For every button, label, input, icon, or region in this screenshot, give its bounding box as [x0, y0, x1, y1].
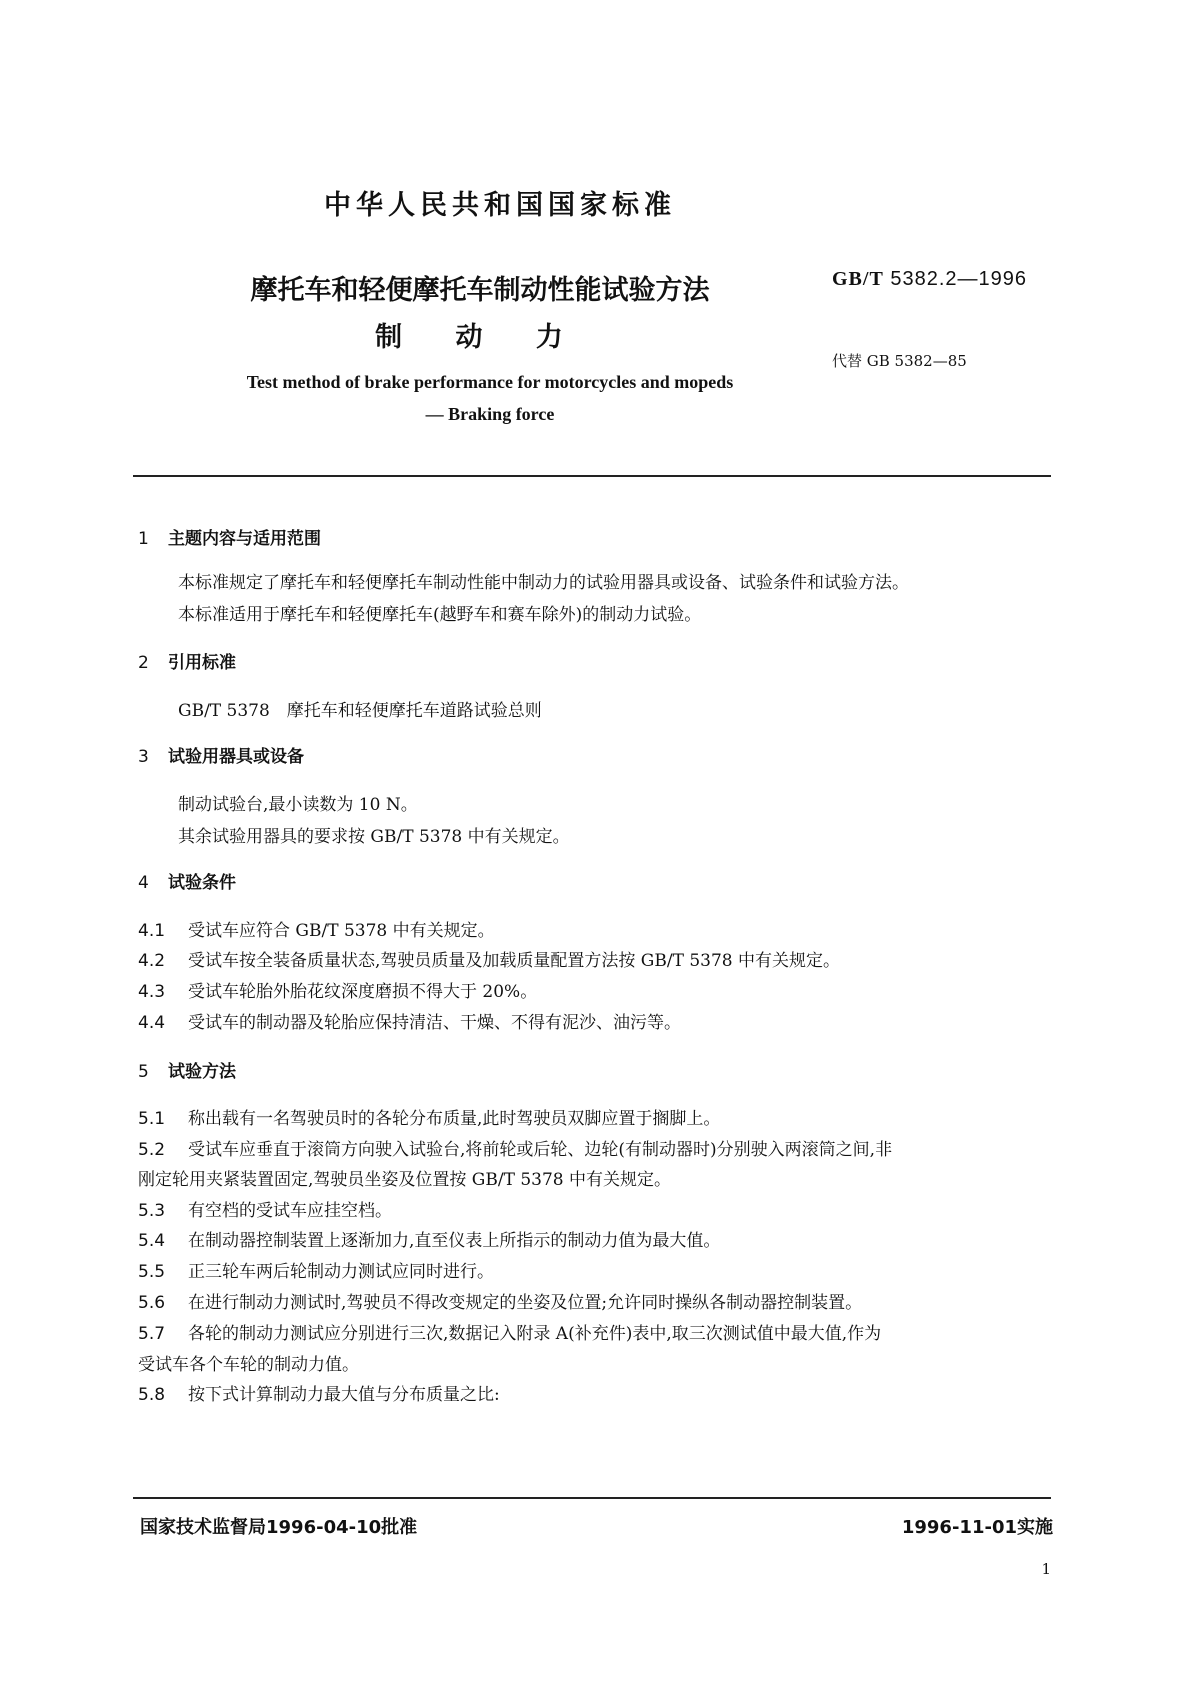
clause-text: 受试车轮胎外胎花纹深度磨损不得大于 20%。	[188, 982, 538, 1002]
clause-5-4	[138, 1226, 720, 1251]
national-standard-heading: 中华人民共和国国家标准	[324, 190, 676, 221]
section-title: 试验方法	[168, 1062, 236, 1082]
clause-4-3	[138, 977, 537, 1002]
clause-5-1	[138, 1104, 720, 1129]
clause-number: 5.8	[138, 1385, 166, 1405]
header-rule	[133, 475, 1051, 477]
clause-4-2	[138, 946, 840, 971]
clause-text: 在制动器控制装置上逐渐加力,直至仪表上所指示的制动力值为最大值。	[188, 1231, 721, 1251]
clause-number: 5.2	[138, 1140, 166, 1160]
clause-number: 4.4	[138, 1013, 166, 1033]
clause-text: 有空档的受试车应挂空档。	[188, 1201, 392, 1221]
clause-number: 5.6	[138, 1293, 166, 1313]
clause-text: 受试车按全装备质量状态,驾驶员质量及加载质量配置方法按 GB/T 5378 中有关规定。	[188, 951, 841, 971]
clause-text: 各轮的制动力测试应分别进行三次,数据记入附录 A(补充件)表中,取三次测试值中最大值,作为	[188, 1324, 882, 1344]
section-title: 主题内容与适用范围	[168, 529, 321, 549]
section-number: 4	[138, 873, 149, 893]
standard-code-number: 5382.2—1996	[890, 268, 1028, 290]
clause-number: 5.7	[138, 1324, 166, 1344]
clause-number: 4.2	[138, 951, 166, 971]
clause-5-7-continued: 受试车各个车轮的制动力值。	[138, 1355, 359, 1375]
footer-rule	[133, 1497, 1051, 1499]
clause-number: 5.3	[138, 1201, 166, 1221]
replaces-note: 代替 GB 5382—85	[832, 352, 967, 370]
clause-number: 4.1	[138, 921, 166, 941]
section-1-heading	[138, 524, 321, 549]
clause-number: 4.3	[138, 982, 166, 1002]
clause-text: 受试车应垂直于滚筒方向驶入试验台,将前轮或后轮、边轮(有制动器时)分别驶入两滚筒之间,非	[188, 1140, 893, 1160]
clause-text: 正三轮车两后轮制动力测试应同时进行。	[188, 1262, 494, 1282]
clause-4-1	[138, 916, 495, 941]
paragraph: 本标准规定了摩托车和轻便摩托车制动性能中制动力的试验用器具或设备、试验条件和试验方法。	[178, 573, 909, 593]
section-number: 1	[138, 529, 149, 549]
section-5-heading	[138, 1057, 236, 1082]
clause-text: 受试车应符合 GB/T 5378 中有关规定。	[188, 921, 495, 941]
section-number: 5	[138, 1062, 149, 1082]
section-title: 试验用器具或设备	[168, 747, 304, 767]
english-title-line2: — Braking force	[425, 404, 555, 424]
clause-5-7	[138, 1319, 881, 1344]
section-4-heading	[138, 868, 236, 893]
english-title-line1: Test method of brake performance for motorcycles and mopeds	[246, 372, 734, 392]
paragraph: 其余试验用器具的要求按 GB/T 5378 中有关规定。	[178, 827, 570, 847]
paragraph: 本标准适用于摩托车和轻便摩托车(越野车和赛车除外)的制动力试验。	[178, 605, 702, 625]
document-title: 摩托车和轻便摩托车制动性能试验方法	[250, 275, 710, 306]
clause-5-2	[138, 1135, 892, 1160]
clause-number: 5.1	[138, 1109, 166, 1129]
clause-4-4	[138, 1008, 681, 1033]
section-2-heading	[138, 648, 236, 673]
clause-5-2-continued: 刚定轮用夹紧装置固定,驾驶员坐姿及位置按 GB/T 5378 中有关规定。	[138, 1170, 672, 1190]
clause-number: 5.4	[138, 1231, 166, 1251]
section-number: 2	[138, 653, 149, 673]
clause-number: 5.5	[138, 1262, 166, 1282]
document-subtitle: 制 动 力	[375, 322, 585, 353]
section-3-heading	[138, 742, 304, 767]
section-number: 3	[138, 747, 149, 767]
standard-code	[832, 268, 1027, 291]
effective-date: 1996-11-01实施	[901, 1517, 1053, 1538]
clause-text: 受试车的制动器及轮胎应保持清洁、干燥、不得有泥沙、油污等。	[188, 1013, 681, 1033]
paragraph: 制动试验台,最小读数为 10 N。	[178, 795, 418, 815]
section-title: 引用标准	[168, 653, 236, 673]
clause-5-3	[138, 1196, 392, 1221]
clause-text: 在进行制动力测试时,驾驶员不得改变规定的坐姿及位置;允许同时操纵各制动器控制装置。	[188, 1293, 863, 1313]
page-number: 1	[1041, 1560, 1051, 1578]
standard-code-prefix: GB/T	[832, 268, 884, 290]
clause-5-6	[138, 1288, 862, 1313]
reference-entry: GB/T 5378 摩托车和轻便摩托车道路试验总则	[178, 701, 542, 721]
clause-5-5	[138, 1257, 494, 1282]
approval-note: 国家技术监督局1996-04-10批准	[140, 1517, 418, 1538]
clause-text: 按下式计算制动力最大值与分布质量之比:	[188, 1385, 500, 1405]
section-title: 试验条件	[168, 873, 236, 893]
clause-5-8	[138, 1380, 500, 1405]
clause-text: 称出载有一名驾驶员时的各轮分布质量,此时驾驶员双脚应置于搁脚上。	[188, 1109, 721, 1129]
